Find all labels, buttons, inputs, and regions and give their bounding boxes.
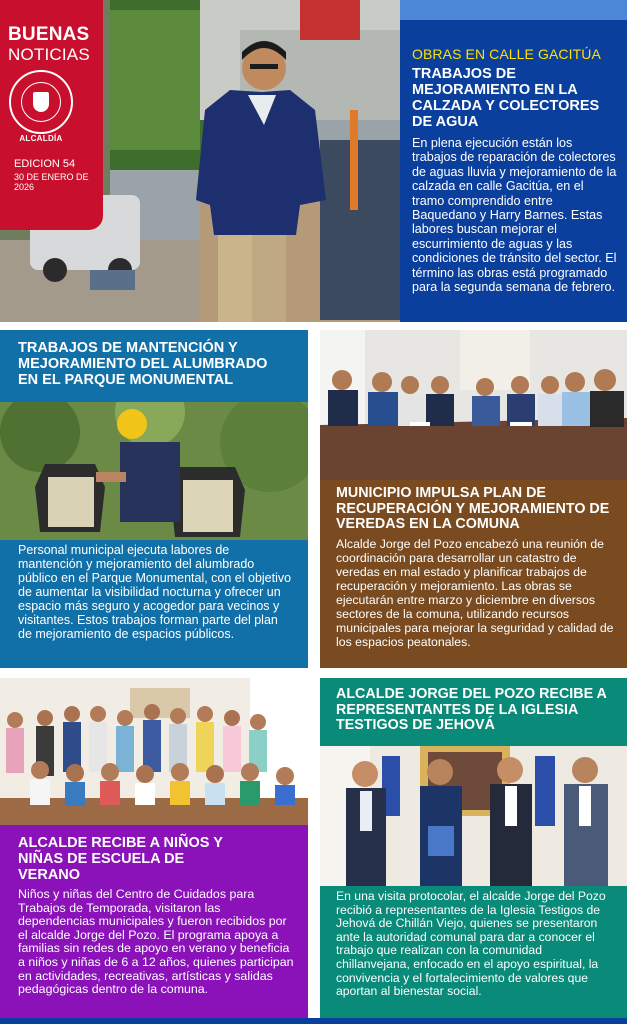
story-kicker: OBRAS EN CALLE GACITÚA [412, 46, 601, 62]
story-body: Niños y niñas del Centro de Cuidados para Trabajos de Temporada, visitaron las dependencias municipales y fueron recibidos por el alcalde Jorge del Pozo. El programa apoya a familias sin redes de apoyo en verano y beneficia a niños y niñas de 6 a 12 años, quienes participan en actividades, recreativas, artísticas y salidas pedagógicas dentro de la comuna. [18, 887, 294, 997]
story-title: ALCALDE RECIBE A NIÑOS Y NIÑAS DE ESCUELA DE VERANO [18, 835, 223, 883]
story-panel-alumbrado [0, 540, 308, 668]
footer-bar [0, 1018, 627, 1024]
story-panel-escuela-verano [0, 825, 308, 1018]
story-panel-veredas [320, 480, 627, 668]
story-body: Personal municipal ejecuta labores de mantención y mejoramiento del alumbrado público en el Parque Monumental, con el objetivo de aumentar la visibilidad nocturna y ofrecer un espacio más seguro y acogedor para vecinos y visitantes. Estos trabajos forman parte del plan de mejoramiento de espacios públicos. [18, 543, 292, 641]
lighting-maintenance-photo [0, 402, 308, 540]
municipal-seal-icon [9, 70, 73, 134]
story-title: MUNICIPIO IMPULSA PLAN DE RECUPERACIÓN Y MEJORAMIENTO DE VEREDAS EN LA COMUNA [336, 485, 610, 532]
story-title: TRABAJOS DE MEJORAMIENTO EN LA CALZADA Y COLECTORES DE AGUA [412, 66, 600, 130]
story-body: En una visita protocolar, el alcalde Jorge del Pozo recibió a representantes de la Iglesia Testigos de Jehová de Chillán Viejo, quienes se presentaron ante la autoridad comunal para dar a conocer el trabajo que realizan con la comunidad chillanvejana, enfocado en el apoyo espiritual, la convivencia y el fortalecimiento de valores que aportan al bienestar social. [336, 889, 606, 999]
story-title: ALCALDE JORGE DEL POZO RECIBE A REPRESENTANTES DE LA IGLESIA TESTIGOS DE JEHOVÁ [336, 686, 607, 733]
masthead [0, 0, 103, 230]
masthead-title-line2: NOTICIAS [8, 45, 90, 64]
edition-number: EDICION 54 [14, 158, 76, 170]
story-panel-gacitua [400, 0, 627, 322]
story-title-bar-testigos [320, 678, 627, 746]
masthead-title-line1: BUENAS [8, 24, 90, 45]
seal-label: ALCALDÍA [19, 134, 63, 143]
summer-school-group-photo [0, 678, 308, 825]
story-title-bar-alumbrado [0, 330, 308, 402]
edition-date: 30 DE ENERO DE 2026 [14, 172, 89, 192]
church-representatives-photo [320, 746, 627, 886]
story-panel-testigos [320, 886, 627, 1018]
story-body: En plena ejecución están los trabajos de reparación de colectores de aguas lluvia y mejoramiento de la calzada en calle Gacitúa, en el tramo comprendido entre Baquedano y Harry Barnes. Estas labores buscan mejorar el escurrimiento de aguas y las condiciones de tránsito del sector. El término las obras está programado para la segunda semana de febrero. [412, 136, 617, 295]
story-title: TRABAJOS DE MANTENCIÓN Y MEJORAMIENTO DEL ALUMBRADO EN EL PARQUE MONUMENTAL [18, 340, 268, 388]
story-body: Alcalde Jorge del Pozo encabezó una reunión de coordinación para desarrollar un catastro de veredas en mal estado y planificar trabajos de recuperación y mejoramiento. Las obras se ejecutarán entre marzo y diciembre en diversos sectores de la comuna, utilizando recursos municipales para mejorar la seguridad y calidad de los espacios peatonales. [336, 536, 614, 649]
coordination-meeting-photo [320, 330, 627, 480]
